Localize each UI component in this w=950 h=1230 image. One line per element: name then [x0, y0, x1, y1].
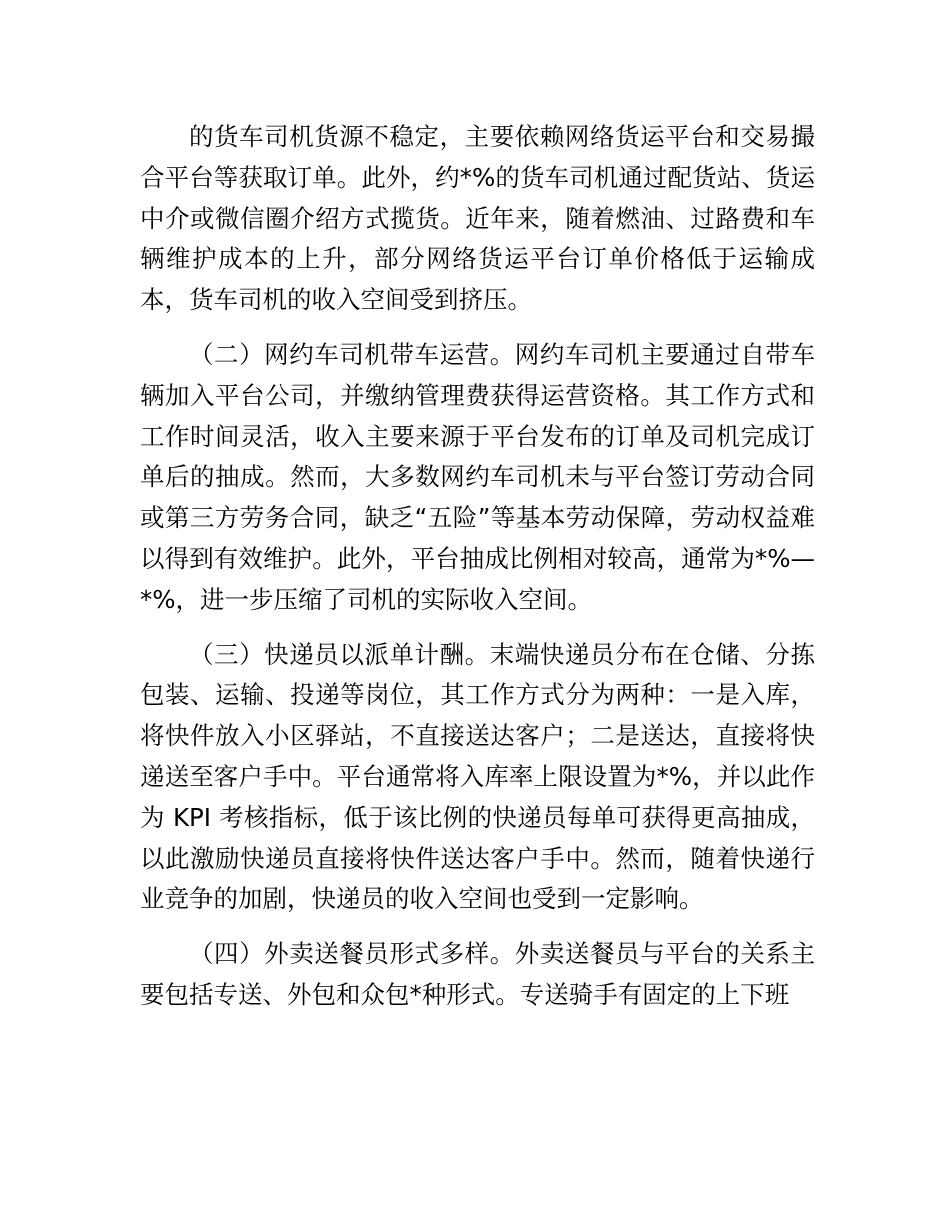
paragraph-couriers: （三）快递员以派单计酬。末端快递员分布在仓储、分拣包装、运输、投递等岗位，其工作方式分为两种：一是入库，将快件放入小区驿站，不直接送达客户；二是送达，直接将快递送至客户手中。平台通常将入库率上限设置为*%，并以此作为 KPI 考核指标，低于该比例的快递员每单可获得更高抽成，以此激励快递员直接将快件送达客户手中。然而，随着快递行业竞争的加剧，快递员的收入空间也受到一定影响。: [140, 639, 815, 914]
paragraph-food-delivery: （四）外卖送餐员形式多样。外卖送餐员与平台的关系主要包括专送、外包和众包*种形式。专送骑手有固定的上下班: [140, 939, 815, 1009]
paragraph-truck-drivers: 的货车司机货源不稳定，主要依赖网络货运平台和交易撮合平台等获取订单。此外，约*%的货车司机通过配货站、货运中介或微信圈介绍方式揽货。近年来，随着燃油、过路费和车辆维护成本的上升，部分网络货运平台订单价格低于运输成本，货车司机的收入空间受到挤压。: [140, 122, 815, 315]
paragraph-ride-hailing-drivers: （二）网约车司机带车运营。网约车司机主要通过自带车辆加入平台公司，并缴纳管理费获得运营资格。其工作方式和工作时间灵活，收入主要来源于平台发布的订单及司机完成订单后的抽成。然而，大多数网约车司机未与平台签订劳动合同或第三方劳务合同，缺乏“五险”等基本劳动保障，劳动权益难以得到有效维护。此外，平台抽成比例相对较高，通常为*%—*%，进一步压缩了司机的实际收入空间。: [140, 339, 815, 614]
document-body: [140, 117, 815, 1016]
